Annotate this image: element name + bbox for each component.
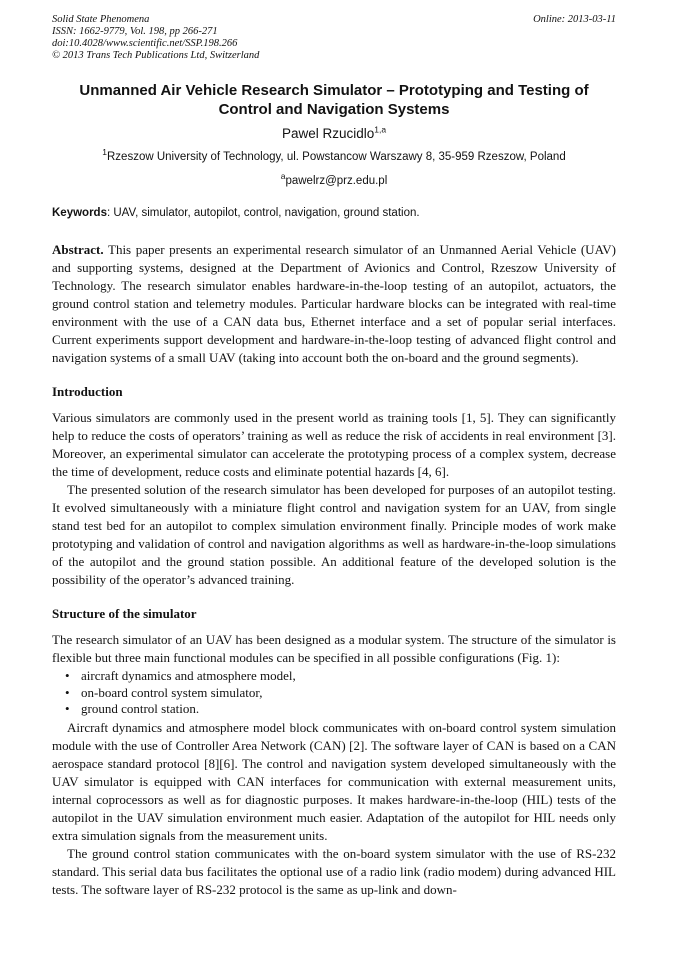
- email-line: [52, 171, 616, 189]
- issn-line: ISSN: 1662-9779, Vol. 198, pp 266-271: [52, 26, 218, 37]
- bullet-icon: •: [65, 668, 70, 683]
- list-item: [65, 685, 616, 702]
- publication-info: [52, 14, 259, 62]
- module-bullet-list: [52, 668, 616, 718]
- introduction-paragraph-2: The presented solution of the research simulator has been developed for purposes of an autopilot testing. It evolved simultaneously with a miniature flight control and navigation system for an UAV, from single stand test bed for an autopilot to complex simulation environment finally. Principle modes of work make prototyping and validation of control and navigation algorithms as well as hardware-in-the-loop simulations of the autopilot and the ground station possible. An additional feature of the developed solution is the possibility of the operator’s advanced training.: [52, 482, 616, 587]
- section-heading-structure: Structure of the simulator: [52, 606, 197, 621]
- introduction-paragraph-1: Various simulators are commonly used in the present world as training tools [1, 5]. They can significantly help to reduce the costs of operators’ training as well as reduce the risk of accidents in real environment [3]. Moreover, an experimental simulator can accelerate the prototyping process of a complex system, decrease the time of development, reduce costs and eliminate potential hazards [4, 6].: [52, 410, 616, 479]
- bullet-icon: •: [65, 701, 70, 716]
- author-line: [52, 125, 616, 142]
- abstract-text: This paper presents an experimental research simulator of an Unmanned Aerial Vehicle (UAV) and supporting systems, designed at the Department of Avionics and Control, Rzeszow University of Technology. The research simulator enables hardware-in-the-loop testing of an autopilot, actuators, the ground control station and telemetry modules. Particular hardware blocks can be integrated with real-time environment with the use of a CAN data bus, Ethernet interface and a set of popular serial interfaces. Current experiments support development and hardware-in-the-loop testing of advanced flight control and navigation systems of a small UAV (taking into account both the on-board and the ground segments).: [52, 242, 617, 365]
- email-superscript: a: [280, 171, 286, 182]
- doi-line: doi:10.4028/www.scientific.net/SSP.198.266: [52, 38, 238, 49]
- list-item-text: on-board control system simulator,: [81, 684, 263, 700]
- affiliation-line: [52, 147, 616, 165]
- affiliation-superscript: 1: [102, 147, 107, 158]
- abstract-label: Abstract.: [52, 242, 104, 257]
- keywords-label: Keywords: [52, 207, 107, 219]
- structure-paragraph-2: Aircraft dynamics and atmosphere model block communicates with on-board control system simulation module with the use of Controller Area Network (CAN) [2]. The software layer of CAN is based on a CAN aerospace standard protocol [8][6]. The control and navigation system developed simultaneously with the UAV simulator is equipped with CAN interfaces for communication with external measurement units, internal coprocessors as well as for diagnostic purposes. It makes hardware-in-the-loop (HIL) tests of the autopilot in the UAV simulation environment much easier. Adaptation of the autopilot for HIL needs only extra simulation signals from the measurement units.: [52, 719, 616, 843]
- journal-name: Solid State Phenomena: [52, 14, 150, 25]
- bullet-icon: •: [65, 684, 70, 700]
- structure-paragraph-3: The ground control station communicates with the on-board system simulator with the use of RS-232 standard. This serial data bus facilitates the optional use of a radio link (radio modem) during advanced HIL tests. The software layer of RS-232 protocol is the same as up-link and down-: [52, 845, 616, 897]
- structure-paragraph-1: The research simulator of an UAV has been designed as a modular system. The structure of the simulator is flexible but three main functional modules can be specified in all possible configurations (Fig. 1):: [52, 632, 616, 665]
- author-name: Pawel Rzucidlo: [281, 126, 375, 141]
- publication-header: [52, 14, 616, 62]
- list-item-text: ground control station.: [81, 701, 200, 716]
- online-date: Online: 2013-03-11: [533, 14, 616, 25]
- copyright-line: © 2013 Trans Tech Publications Ltd, Switzerland: [52, 50, 260, 61]
- keywords-text: : UAV, simulator, autopilot, control, navigation, ground station.: [106, 207, 420, 219]
- list-item: [65, 668, 616, 685]
- list-item-text: aircraft dynamics and atmosphere model,: [81, 668, 296, 683]
- keywords-line: [52, 206, 616, 221]
- list-item: [65, 701, 616, 718]
- author-superscript: 1,a: [374, 124, 387, 135]
- paper-title: Unmanned Air Vehicle Research Simulator – Prototyping and Testing of Control and Navigation Systems: [79, 82, 589, 118]
- affiliation-text: Rzeszow University of Technology, ul. Powstancow Warszawy 8, 35-959 Rzeszow, Poland: [107, 151, 566, 163]
- email-text: pawelrz@prz.edu.pl: [285, 175, 388, 187]
- abstract-paragraph: [52, 241, 616, 367]
- section-heading-introduction: Introduction: [52, 384, 123, 399]
